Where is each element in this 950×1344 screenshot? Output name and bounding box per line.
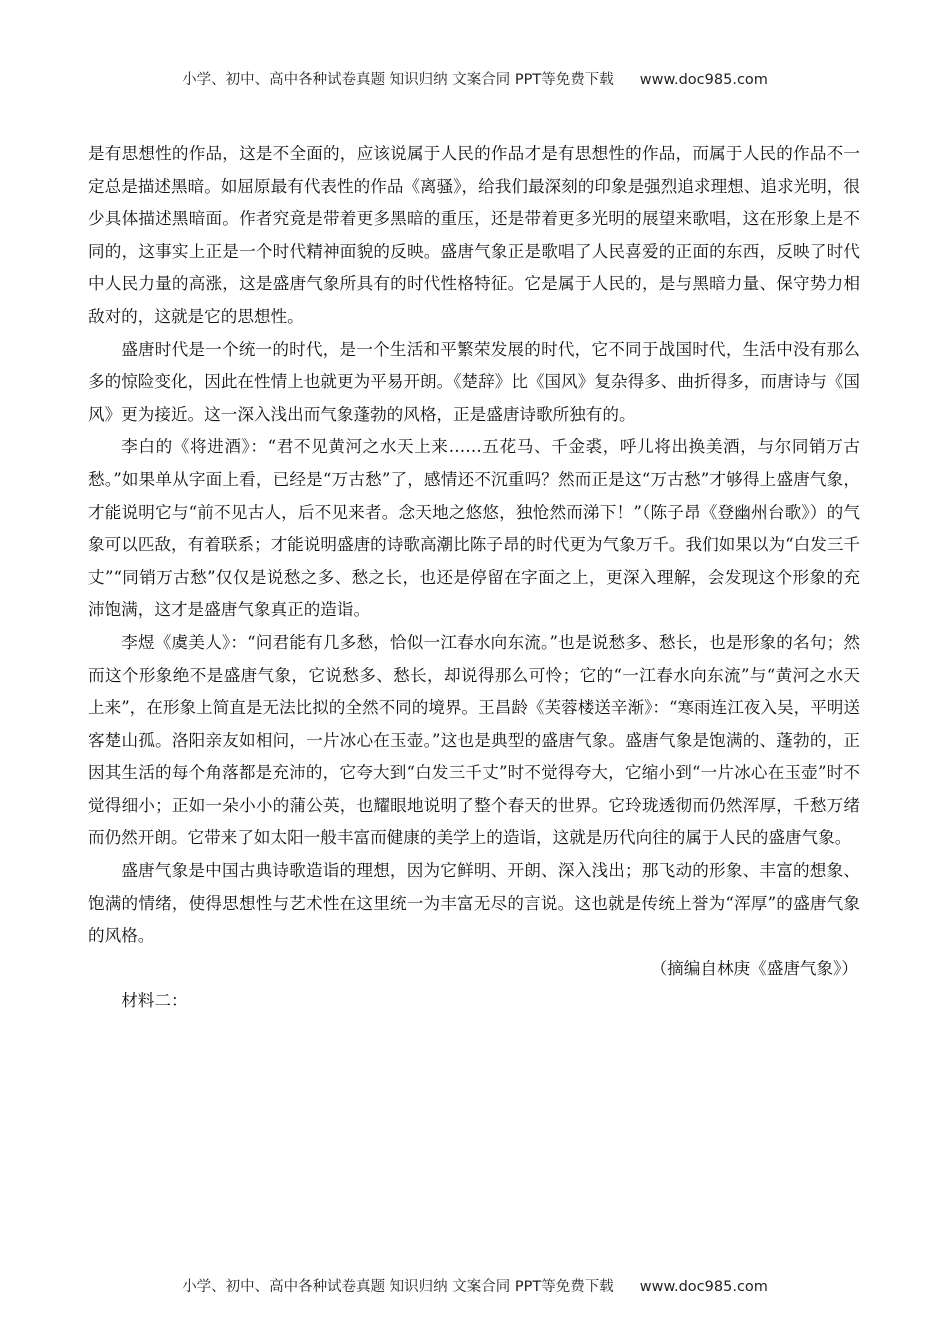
- paragraph-1: 是有思想性的作品，这是不全面的，应该说属于人民的作品才是有思想性的作品，而属于人民的作品不一定总是描述黑暗。如屈原最有代表性的作品《离骚》，给我们最深刻的印象是强烈追求理想、追求光明，很少具体描述黑暗面。作者究竟是带着更多黑暗的重压，还是带着更多光明的展望来歌唱，这在形象上是不同的，这事实上正是一个时代精神面貌的反映。盛唐气象正是歌唱了人民喜爱的正面的东西，反映了时代中人民力量的高涨，这是盛唐气象所具有的时代性格特征。它是属于人民的，是与黑暗力量、保守势力相敌对的，这就是它的思想性。: [88, 144, 860, 326]
- footer-text: 小学、初中、高中各种试卷真题 知识归纳 文案合同 PPT等免费下载: [182, 1279, 614, 1295]
- section-label-material-two: 材料二：: [121, 991, 188, 1011]
- header-text: 小学、初中、高中各种试卷真题 知识归纳 文案合同 PPT等免费下载: [182, 72, 614, 88]
- source-citation: （摘编自林庚《盛唐气象》）: [650, 958, 858, 978]
- paragraph-3: 李白的《将进酒》：“君不见黄河之水天上来……五花马、千金裘，呼儿将出换美酒，与尔同销万古愁。”如果单从字面上看，已经是“万古愁”了，感情还不沉重吗？然而正是这“万古愁”才够得上盛唐气象，才能说明它与“前不见古人，后不见来者。念天地之悠悠，独怆然而涕下！”（陈子昂《登幽州台歌》）的气象可以匹敌，有着联系；才能说明盛唐的诗歌高潮比陈子昂的时代更为气象万千。我们如果以为“白发三千丈”“同销万古愁”仅仅是说愁之多、愁之长，也还是停留在字面之上，更深入理解，会发现这个形象的充沛饱满，这才是盛唐气象真正的造诣。: [88, 437, 860, 620]
- footer-url-link[interactable]: www.doc985.com: [639, 1279, 768, 1295]
- page-header: [0, 68, 950, 89]
- paragraph-4: 李煜《虞美人》：“问君能有几多愁，恰似一江春水向东流。”也是说愁多、愁长，也是形象的名句；然而这个形象绝不是盛唐气象，它说愁多、愁长，却说得那么可怜；它的“一江春水向东流”与“黄河之水天上来”，在形象上简直是无法比拟的全然不同的境界。王昌龄《芙蓉楼送辛渐》：“寒雨连江夜入吴，平明送客楚山孤。洛阳亲友如相问，一片冰心在玉壶。”这也是典型的盛唐气象。盛唐气象是饱满的、蓬勃的，正因其生活的每个角落都是充沛的，它夸大到“白发三千丈”时不觉得夸大，它缩小到“一片冰心在玉壶”时不觉得细小；正如一朵小小的蒲公英，也耀眼地说明了整个春天的世界。它玲珑透彻而仍然浑厚，千愁万绪而仍然开朗。它带来了如太阳一般丰富而健康的美学上的造诣，这就是历代向往的属于人民的盛唐气象。: [88, 632, 860, 848]
- header-url-link[interactable]: www.doc985.com: [639, 72, 768, 88]
- paragraph-2: 盛唐时代是一个统一的时代，是一个生活和平繁荣发展的时代，它不同于战国时代，生活中没有那么多的惊险变化，因此在性情上也就更为平易开朗。《楚辞》比《国风》复杂得多、曲折得多，而唐诗与《国风》更为接近。这一深入浅出而气象蓬勃的风格，正是盛唐诗歌所独有的。: [88, 339, 860, 424]
- paragraph-5: 盛唐气象是中国古典诗歌造诣的理想，因为它鲜明、开朗、深入浅出；那飞动的形象、丰富的想象、饱满的情绪，使得思想性与艺术性在这里统一为丰富无尽的言说。这也就是传统上誉为“浑厚”的盛唐气象的风格。: [88, 861, 860, 946]
- page-footer: [0, 1275, 950, 1296]
- article-body: [88, 138, 860, 1018]
